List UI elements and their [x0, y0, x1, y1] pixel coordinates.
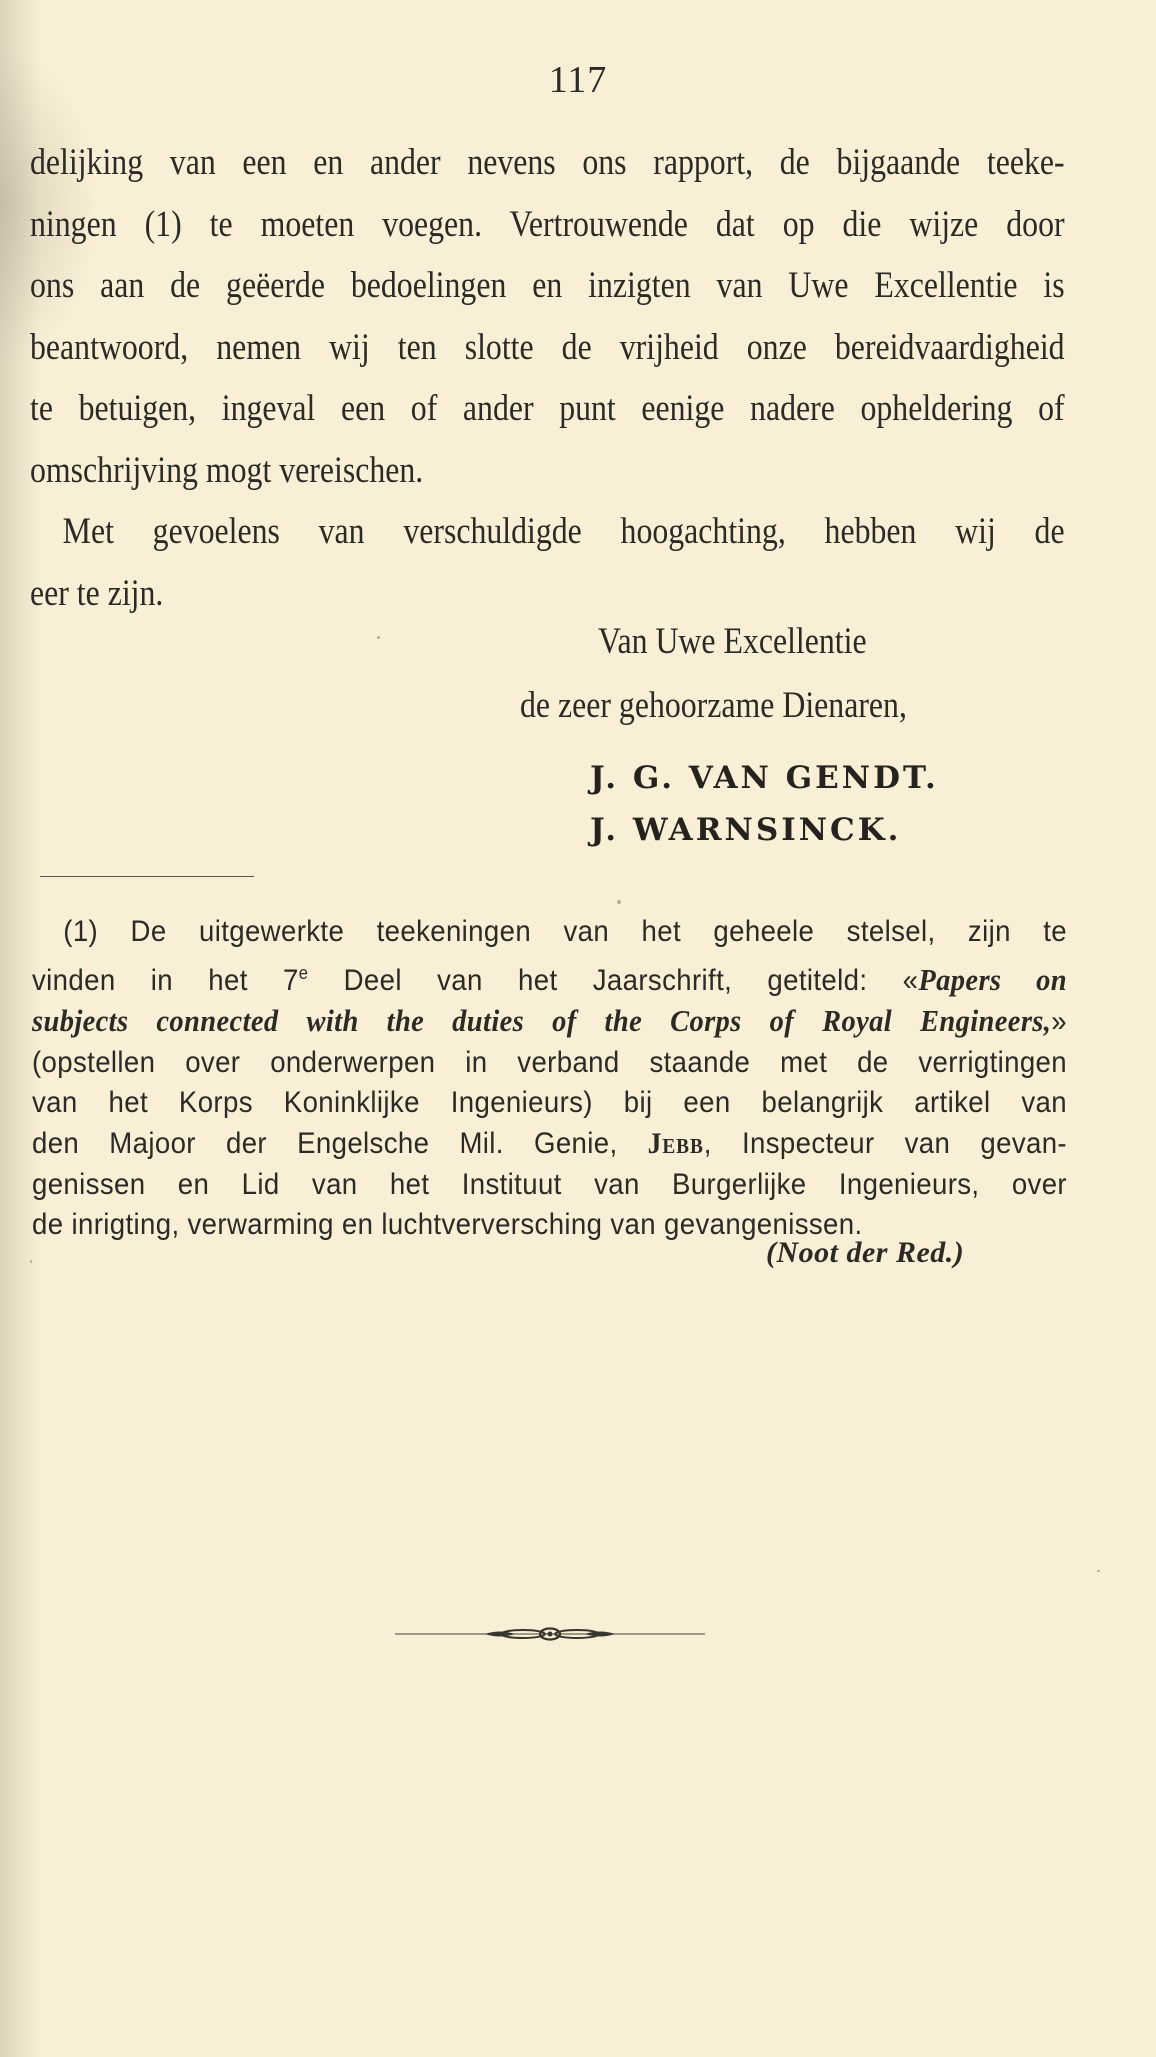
footnote-line: [32, 1124, 1067, 1165]
closing-servants: de zeer gehoorzame Dienaren,: [520, 685, 907, 726]
signature-warnsinck: J. WARNSINCK.: [590, 812, 902, 848]
footnote-text: Deel van het Jaarschrift, getiteld: «: [308, 963, 919, 997]
body-line: delijking van een en ander nevens ons rapport, de bijgaande teeke-: [30, 142, 1065, 183]
closing-salutation: Van Uwe Excellentie: [598, 621, 867, 662]
paper-speck: [1097, 1570, 1100, 1572]
body-line: eer te zijn.: [30, 572, 164, 614]
body-line: beantwoord, nemen wij ten slotte de vrijheid onze bereidvaardigheid: [30, 326, 1065, 368]
body-text: [30, 132, 1065, 624]
paper-speck: [377, 636, 380, 639]
footnote-line: [32, 953, 1067, 1002]
body-line: ningen (1) te moeten voegen. Vertrouwende dat op die wijze door: [30, 203, 1065, 245]
footnote-italic-title: Papers on: [918, 961, 1067, 997]
footnote-line: (1) De uitgewerkte teekeningen van het geheele stelsel, zijn te: [63, 915, 1067, 948]
paper-speck: [617, 900, 621, 904]
footnote-line: genissen en Lid van het Instituut van Burgerlijke Ingenieurs, over: [32, 1167, 1067, 1201]
end-ornament-icon: [395, 1622, 705, 1646]
footnote-line: de inrigting, verwarming en luchtverversching van gevangenissen.: [32, 1208, 863, 1242]
footnote-line: van het Korps Koninklijke Ingenieurs) bij een belangrijk artikel van: [32, 1086, 1067, 1120]
page-number: 117: [548, 59, 608, 101]
editor-note: (Noot der Red.): [766, 1236, 965, 1269]
paper-speck: [30, 1260, 32, 1263]
footnote-text: , Inspecteur van gevan-: [703, 1126, 1067, 1160]
footnote-superscript: e: [298, 962, 309, 983]
footnote: [32, 912, 1067, 1246]
footnote-text: vinden in het 7: [32, 963, 299, 997]
signature-van-gendt: J. G. VAN GENDT.: [590, 760, 939, 796]
footnote-divider: [40, 876, 254, 877]
body-line: ons aan de geëerde bedoelingen en inzigten van Uwe Excellentie is: [30, 265, 1065, 306]
body-line: te betuigen, ingeval een of ander punt eenige nadere opheldering of: [30, 388, 1065, 429]
footnote-text: »: [1051, 1005, 1067, 1039]
footnote-line: [32, 1001, 1067, 1043]
footnote-name-smallcaps: Jebb: [647, 1126, 704, 1160]
footnote-text: den Majoor der Engelsche Mil. Genie,: [32, 1126, 648, 1160]
body-line: omschrijving mogt vereischen.: [30, 449, 424, 491]
footnote-italic-title: subjects connected with the duties of the Corps of Royal Engineers,: [32, 1003, 1052, 1039]
footnote-line: (opstellen over onderwerpen in verband staande met de verrigtingen: [32, 1045, 1067, 1079]
body-line: Met gevoelens van verschuldigde hoogachting, hebben wij de: [62, 511, 1065, 552]
